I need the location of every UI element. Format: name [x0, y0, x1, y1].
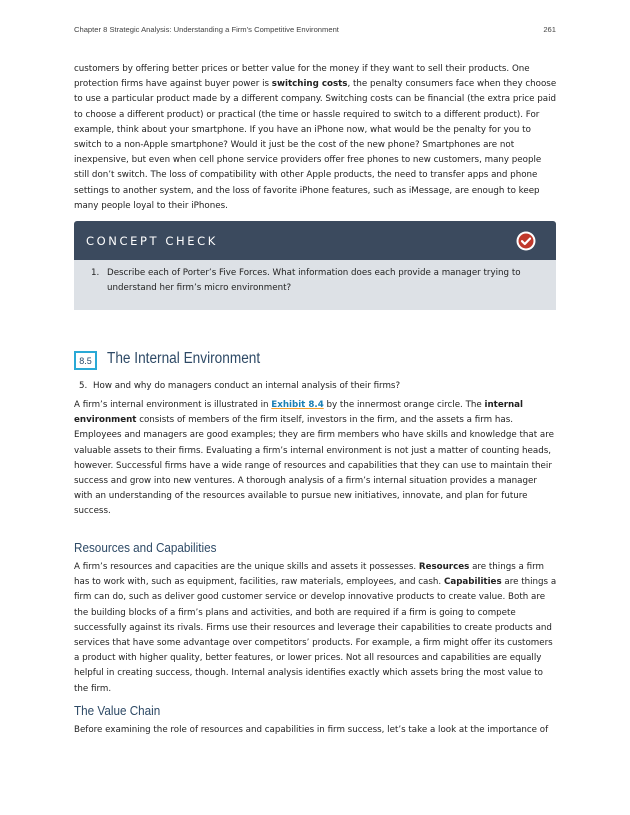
internal-environment-paragraph: A firm’s internal environment is illustrated in Exhibit 8.4 by the innermost orange circle. The internal environment consists of members of the firm itself, investors in the firm, and the assets a firm has. Employees and managers are good examples; they are firm members who have skills and knowledge that are valuable assets to their firms. Evaluating a firm’s internal environment is not just a matter of counting heads, however. Successful firms have a wide range of resources and capabilities that they can use to maintain their success and grow into new ventures. A thorough analysis of a firm’s internal situation provides a manager with an understanding of the resources available to pursue new initiatives, innovate, and plan for future success. [74, 400, 554, 517]
section-number-badge: 8.5 [74, 351, 97, 370]
resources-heading: Resources and Capabilities [74, 540, 217, 555]
term-resources: Resources [418, 562, 470, 572]
checkmark-icon [516, 231, 536, 251]
section-title: The Internal Environment [107, 350, 261, 367]
exhibit-link[interactable]: Exhibit 8.4 [271, 400, 324, 410]
intro-paragraph: customers by offering better prices or better value for the money if they want to sell their products. One protection firms have against buyer power is switching costs, the penalty consumers face when they choose to use a particular product made by a different company. Switching costs can be financial (the extra price paid to choose a different product) or practical (the time or hassle required to switch to a different product). For example, think about your smartphone. If you have an iPhone now, what would be the penalty for you to switch to a non-Apple smartphone? Would it just be the cost of the new phone? Smartphones are not inexpensive, but even when cell phone service providers offer free phones to new customers, many people still don’t switch. The loss of compatibility with other Apple products, the need to transfer apps and phone settings to another system, and the loss of favorite iPhone features, such as iMessage, are enough to keep many people loyal to their iPhones. [74, 64, 557, 211]
term-capabilities: Capabilities [443, 577, 502, 588]
page-header [74, 25, 556, 34]
chapter-title: Chapter 8 Strategic Analysis: Understanding a Firm’s Competitive Environment [74, 25, 339, 34]
concept-check-header [74, 221, 556, 260]
concept-check-body [74, 260, 556, 310]
value-chain-heading: The Value Chain [74, 703, 161, 718]
term-switching-costs: switching costs [271, 79, 348, 90]
learning-objective: 5. How and why do managers conduct an internal analysis of their firms? [79, 381, 401, 391]
page-number: 261 [543, 25, 556, 34]
concept-check-title: CONCEPT CHECK [86, 234, 218, 248]
value-chain-paragraph: Before examining the role of resources and capabilities in firm success, let’s take a look at the importance of [74, 725, 549, 735]
concept-check-item: 1. Describe each of Porter’s Five Forces. What information does each provide a manager trying to understand her firm’s micro environment? [91, 268, 521, 294]
term-internal-environment: internal environment [74, 400, 524, 426]
resources-paragraph: A firm’s resources and capacities are the unique skills and assets it possesses. Resources are things a firm has to work with, such as equipment, facilities, raw materials, employees, and cash. Capabilities are things a firm can do, such as deliver good customer service or develop innovative products to create value. Both are the building blocks of a firm’s plans and activities, and both are required if a firm is going to compete successfully against its rivals. Firms use their resources and leverage their capabilities to create products and services that have some advantage over competitors’ products. For example, a firm might offer its customers a product with higher quality, better features, or lower prices. Not all resources and capabilities are equally helpful in creating success, though. Internal analysis identifies exactly which assets bring the most value to the firm. [74, 562, 557, 694]
